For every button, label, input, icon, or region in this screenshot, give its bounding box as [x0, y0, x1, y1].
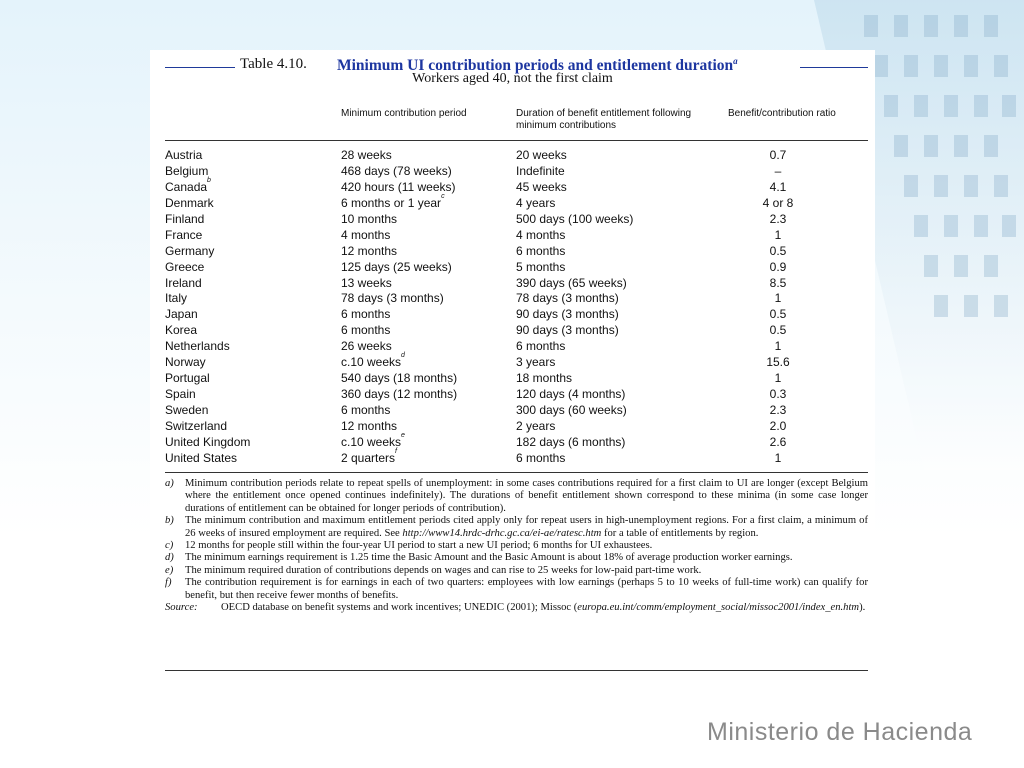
table-row — [165, 192, 868, 212]
cell-min-contribution — [341, 276, 392, 290]
note-text — [185, 515, 868, 540]
cell-benefit-duration: 120 days (4 months) — [516, 387, 626, 402]
table-row — [165, 228, 868, 244]
cell-country — [165, 323, 197, 337]
cell-ratio: 0.7 — [769, 148, 787, 162]
table-number: Table 4.10. — [240, 56, 307, 72]
note-label: b) — [165, 515, 174, 527]
cell-min-contribution-text: 468 days (78 weeks) — [341, 163, 452, 178]
table-document — [150, 50, 875, 680]
cell-benefit-duration: 6 months — [516, 450, 566, 465]
note-text-body: 12 months for people still within the four-year UI period to start a new UI period; 6 months for UI exhaustees. — [185, 540, 653, 552]
note-text-body: The contribution requirement is for earnings in each of two quarters: employees with low earnings (perhaps 5 to 10 weeks of full-time work) can qualify for benefit, but then receive fewer months of benefits. — [185, 577, 868, 601]
note-text — [185, 552, 868, 564]
cell-country — [165, 148, 202, 162]
cell-min-contribution — [341, 192, 445, 210]
cell-min-contribution — [341, 228, 390, 242]
table-row — [165, 371, 868, 387]
cell-min-contribution-note-marker: c — [441, 192, 445, 200]
cell-min-contribution-text: 4 months — [341, 227, 391, 242]
note-label: a) — [165, 478, 174, 489]
cell-min-contribution-text: c.10 weeks — [341, 355, 402, 370]
cell-ratio: 2.3 — [769, 211, 787, 226]
table-note — [165, 577, 868, 602]
cell-min-contribution-note-marker: e — [401, 431, 405, 439]
cell-min-contribution-text: 125 days (25 weeks) — [341, 259, 452, 274]
cell-min-contribution-text: 28 weeks — [341, 148, 392, 162]
table-row — [165, 352, 868, 371]
cell-min-contribution-note-marker: d — [401, 352, 405, 360]
cell-min-contribution-text: 540 days (18 months) — [341, 371, 458, 386]
table-row — [165, 260, 868, 276]
table-row — [165, 339, 868, 355]
cell-min-contribution — [341, 431, 405, 449]
note-text — [185, 540, 868, 552]
cell-min-contribution — [341, 291, 444, 305]
cell-ratio: 1 — [774, 450, 782, 465]
cell-country-text: Norway — [165, 355, 206, 370]
note-label: f) — [165, 577, 172, 589]
ministry-brand-logo: Ministerio de Hacienda — [707, 718, 973, 746]
cell-country-text: Finland — [165, 211, 205, 226]
cell-country-text: Ireland — [165, 275, 202, 290]
cell-ratio: 0.3 — [769, 387, 787, 402]
cell-min-contribution — [341, 371, 457, 385]
cell-country — [165, 228, 202, 242]
cell-country-text: Sweden — [165, 403, 209, 417]
cell-country — [165, 355, 206, 369]
cell-benefit-duration: 20 weeks — [516, 148, 567, 162]
cell-country — [165, 451, 237, 465]
cell-country — [165, 387, 196, 401]
cell-min-contribution-text: 360 days (12 months) — [341, 387, 458, 402]
cell-country-text: Netherlands — [165, 339, 230, 354]
table-title-text: Minimum UI contribution periods and entitlement duration — [337, 57, 734, 75]
note-text-after: for a table of entitlements by region. — [603, 527, 759, 539]
cell-benefit-duration: 500 days (100 weeks) — [516, 211, 634, 226]
cell-min-contribution — [341, 307, 390, 321]
cell-ratio: 15.6 — [766, 355, 790, 370]
cell-ratio: 0.9 — [769, 259, 787, 274]
source-text-body: OECD database on benefit systems and work incentives; UNEDIC (2001); Missoc ( — [221, 602, 578, 614]
cell-country-text: Korea — [165, 323, 198, 338]
cell-min-contribution-note-marker: f — [395, 447, 397, 455]
cell-min-contribution-text: 6 months — [341, 403, 391, 417]
table-note — [165, 552, 868, 564]
cell-ratio: 1 — [774, 371, 782, 386]
source-link[interactable]: europa.eu.int/comm/employment_social/missoc2001/index_en.htm — [577, 602, 860, 614]
note-text-body: The minimum earnings requirement is 1.25 time the Basic Amount and the Basic Amount is about 18% of average production worker earnings. — [185, 552, 793, 564]
table-row — [165, 291, 868, 307]
note-text — [185, 478, 868, 515]
cell-country-text: Italy — [165, 291, 188, 306]
cell-benefit-duration: Indefinite — [516, 163, 565, 178]
cell-benefit-duration: 300 days (60 weeks) — [516, 403, 627, 417]
cell-country-text: Greece — [165, 259, 205, 274]
cell-benefit-duration: 4 years — [516, 195, 556, 210]
cell-country — [165, 435, 250, 449]
cell-min-contribution-text: 2 quarters — [341, 450, 396, 465]
cell-benefit-duration: 3 years — [516, 355, 556, 370]
table-row — [165, 387, 868, 403]
cell-country — [165, 260, 204, 274]
cell-country-text: United Kingdom — [165, 434, 251, 449]
table-note — [165, 565, 868, 577]
note-text — [185, 577, 868, 602]
source-text — [221, 602, 868, 614]
cell-ratio: 1 — [774, 339, 782, 354]
header-rule — [165, 140, 868, 141]
cell-ratio: 0.5 — [769, 307, 787, 322]
cell-min-contribution-text: 13 weeks — [341, 275, 392, 290]
cell-min-contribution — [341, 148, 392, 162]
cell-ratio: 2.0 — [769, 418, 787, 433]
cell-country — [165, 164, 208, 178]
cell-country — [165, 276, 202, 290]
table-notes — [165, 478, 868, 614]
cell-benefit-duration: 78 days (3 months) — [516, 291, 619, 306]
note-label: e) — [165, 564, 174, 576]
cell-benefit-duration: 2 years — [516, 418, 556, 433]
cell-min-contribution-text: 10 months — [341, 211, 398, 226]
table-row — [165, 403, 868, 419]
cell-benefit-duration: 5 months — [516, 259, 566, 274]
cell-min-contribution — [341, 419, 397, 433]
cell-ratio: 4 or 8 — [762, 195, 794, 210]
table-title-note-marker: a — [733, 56, 738, 66]
table-row — [165, 431, 868, 451]
table-row — [165, 176, 868, 196]
cell-ratio: – — [774, 163, 782, 178]
cell-min-contribution — [341, 323, 390, 337]
source-label: Source: — [165, 602, 198, 614]
cell-min-contribution — [341, 244, 397, 258]
cell-benefit-duration: 182 days (6 months) — [516, 434, 626, 449]
cell-ratio: 4.1 — [769, 179, 787, 194]
cell-benefit-duration: 90 days (3 months) — [516, 307, 619, 322]
cell-min-contribution-text: 12 months — [341, 418, 398, 433]
cell-benefit-duration: 6 months — [516, 339, 566, 354]
cell-ratio: 2.3 — [769, 403, 787, 417]
note-text-body: Minimum contribution periods relate to repeat spells of unemployment: in some cases contributions required for a first claim to UI are longer (except Belgium where the entitlement once opened continues indefinitely). The durations of benefit entitlement shown correspond to these minima (in some case longer durations of entitlement can be obtained for longer periods of contribution). — [185, 478, 868, 514]
cell-country — [165, 212, 204, 226]
cell-country — [165, 196, 214, 210]
cell-benefit-duration: 390 days (65 weeks) — [516, 275, 627, 290]
cell-country-text: Switzerland — [165, 418, 228, 433]
note-text-body: The minimum contribution and maximum entitlement periods cited apply only for repeat users in high-unemployment regions. For a first claim, a minimum of 26 weeks of insured employment are required. See — [185, 515, 868, 539]
note-label: d) — [165, 552, 174, 564]
cell-country-text: United States — [165, 450, 238, 465]
cell-benefit-duration: 6 months — [516, 243, 566, 258]
table-row — [165, 276, 868, 292]
cell-country — [165, 339, 230, 353]
cell-min-contribution — [341, 212, 397, 226]
column-header-ratio: Benefit/contribution ratio — [728, 108, 836, 119]
cell-country — [165, 291, 187, 305]
cell-benefit-duration: 90 days (3 months) — [516, 323, 619, 338]
cell-min-contribution-text: 78 days (3 months) — [341, 291, 444, 306]
cell-min-contribution — [341, 387, 457, 401]
table-note — [165, 478, 868, 515]
cell-benefit-duration: 18 months — [516, 371, 573, 386]
cell-country — [165, 244, 214, 258]
note-text — [185, 565, 868, 577]
note-label: c) — [165, 540, 174, 552]
cell-country-text: Denmark — [165, 195, 214, 210]
cell-country-note-marker: b — [207, 176, 211, 184]
table-body — [165, 148, 868, 467]
cell-ratio: 1 — [774, 291, 782, 306]
table-row — [165, 148, 868, 164]
bottom-rule — [165, 670, 868, 671]
cell-min-contribution-text: 6 months — [341, 307, 391, 322]
cell-country-text: Spain — [165, 387, 196, 402]
cell-min-contribution — [341, 164, 452, 178]
table-row — [165, 212, 868, 228]
cell-min-contribution — [341, 447, 397, 465]
cell-min-contribution-text: 26 weeks — [341, 339, 392, 354]
table-source — [165, 602, 868, 614]
table-row — [165, 307, 868, 323]
cell-country — [165, 371, 210, 385]
cell-min-contribution-text: 6 months — [341, 323, 391, 338]
cell-country-text: Canada — [165, 179, 208, 194]
cell-min-contribution-text: c.10 weeks — [341, 434, 402, 449]
column-header-min-contribution: Minimum contribution period — [341, 108, 467, 119]
cell-benefit-duration: 45 weeks — [516, 179, 567, 194]
table-row — [165, 447, 868, 467]
cell-country — [165, 307, 198, 321]
cell-min-contribution — [341, 260, 452, 274]
table-subtitle: Workers aged 40, not the first claim — [412, 71, 613, 86]
cell-country — [165, 176, 211, 194]
cell-country-text: France — [165, 227, 203, 242]
cell-country-text: Portugal — [165, 371, 210, 386]
cell-min-contribution — [341, 352, 405, 370]
cell-country-text: Austria — [165, 148, 203, 162]
cell-min-contribution-text: 6 months or 1 year — [341, 195, 442, 210]
cell-min-contribution — [341, 180, 456, 194]
column-header-benefit-duration: Duration of benefit entitlement following minimum contributions — [516, 108, 692, 131]
table-row — [165, 419, 868, 435]
note-text-body: The minimum required duration of contributions depends on wages and can rise to 25 weeks for low-paid part-time work. — [185, 564, 702, 576]
cell-min-contribution — [341, 339, 392, 353]
table-note — [165, 515, 868, 540]
note-link[interactable]: http://www14.hrdc-drhc.gc.ca/ei-ae/ratesc.htm — [402, 527, 602, 539]
table-note — [165, 540, 868, 552]
title-rule-left — [165, 67, 235, 68]
source-text-after: ). — [859, 602, 866, 614]
cell-ratio: 1 — [774, 227, 782, 242]
cell-ratio: 8.5 — [769, 275, 787, 290]
cell-min-contribution-text: 420 hours (11 weeks) — [341, 179, 456, 194]
cell-ratio: 0.5 — [769, 243, 787, 258]
cell-min-contribution — [341, 403, 390, 417]
notes-rule — [165, 472, 868, 473]
cell-country — [165, 419, 227, 433]
table-row — [165, 323, 868, 339]
cell-ratio: 2.6 — [769, 434, 787, 449]
cell-min-contribution-text: 12 months — [341, 243, 398, 258]
cell-country-text: Belgium — [165, 163, 209, 178]
cell-country-text: Germany — [165, 243, 215, 258]
cell-country-text: Japan — [165, 307, 198, 322]
cell-ratio: 0.5 — [769, 323, 787, 338]
table-row — [165, 244, 868, 260]
table-row — [165, 164, 868, 180]
cell-country — [165, 403, 208, 417]
cell-benefit-duration: 4 months — [516, 227, 566, 242]
title-rule-right — [800, 67, 868, 68]
